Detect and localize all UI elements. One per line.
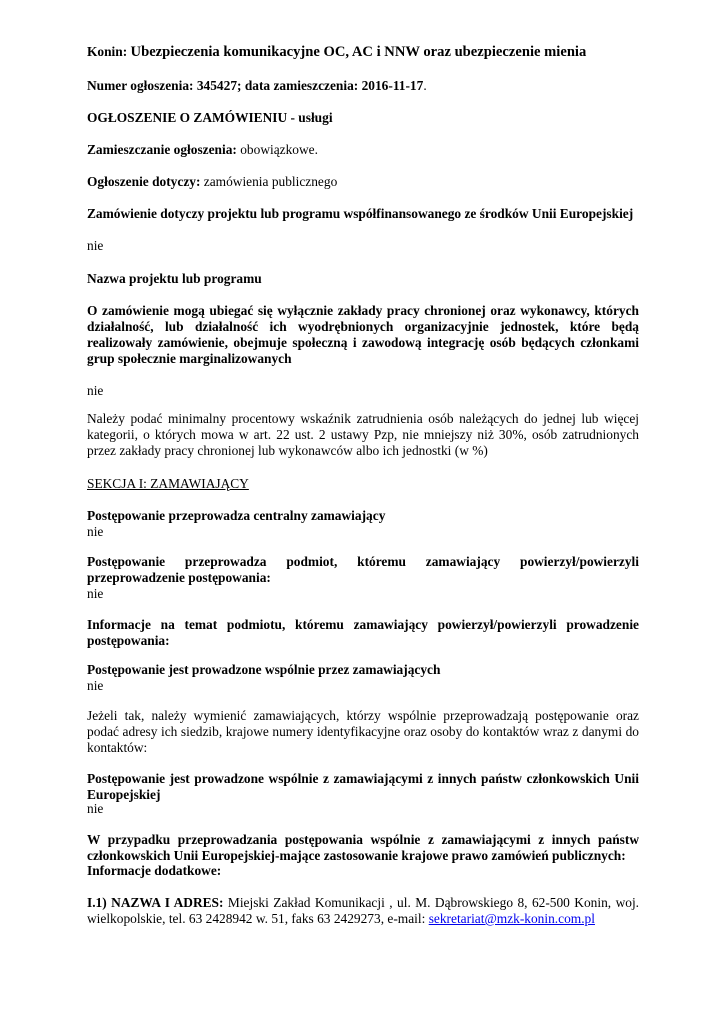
delegated-line-2: przeprowadzenie postępowania: bbox=[87, 570, 271, 585]
additional-info-label: Informacje dodatkowe: bbox=[87, 863, 222, 878]
publication-value: obowiązkowe. bbox=[240, 142, 318, 157]
notice-number-text: Numer ogłoszenia: 345427; data zamieszczenia: 2016-11-17 bbox=[87, 78, 424, 93]
notice-type: OGŁOSZENIE O ZAMÓWIENIU - usługi bbox=[87, 110, 333, 125]
notice-number-period: . bbox=[423, 78, 427, 93]
joint-value: nie bbox=[87, 678, 104, 693]
joint-label: Postępowanie jest prowadzone wspólnie przez zamawiających bbox=[87, 662, 441, 677]
section-1-heading: SEKCJA I: ZAMAWIAJĄCY bbox=[87, 476, 249, 491]
title-text: Ubezpieczenia komunikacyjne OC, AC i NNW oraz ubezpieczenie mienia bbox=[130, 44, 587, 60]
central-label: Postępowanie przeprowadza centralny zamawiający bbox=[87, 508, 386, 523]
publication-row bbox=[87, 142, 639, 158]
concerns-row bbox=[87, 174, 639, 190]
document-title bbox=[87, 44, 639, 60]
name-address-label: I.1) NAZWA I ADRES: bbox=[87, 895, 224, 910]
delegated-value: nie bbox=[87, 586, 104, 601]
email-link[interactable]: sekretariat@mzk-konin.com.pl bbox=[428, 911, 595, 926]
eu-funding-label: Zamówienie dotyczy projektu lub programu współfinansowanego ze środków Unii Europejskiej bbox=[87, 206, 634, 221]
eu-funding-value: nie bbox=[87, 238, 104, 253]
delegated-info: Informacje na temat podmiotu, któremu zamawiający powierzył/powierzyli prowadzenie postępowania: bbox=[87, 617, 639, 648]
publication-label: Zamieszczanie ogłoszenia: bbox=[87, 142, 237, 157]
city-label: Konin: bbox=[87, 44, 128, 59]
project-name-label: Nazwa projektu lub programu bbox=[87, 271, 262, 286]
name-address bbox=[87, 895, 639, 927]
central-value: nie bbox=[87, 524, 104, 539]
concerns-value: zamówienia publicznego bbox=[203, 174, 338, 189]
sheltered-label: O zamówienie mogą ubiegać się wyłącznie zakłady pracy chronionej oraz wykonawcy, których działalność, lub działalność ich wyodrębnionych organizacyjnie jednostek, które będą realizowały zamówienie, obejmuje społeczną i zawodową integrację osób będących członkami grup społecznie marginalizowanych bbox=[87, 303, 639, 366]
concerns-label: Ogłoszenie dotyczy: bbox=[87, 174, 201, 189]
percentage-note: Należy podać minimalny procentowy wskaźnik zatrudnienia osób należących do jednej lub więcej kategorii, o których mowa w art. 22 ust. 2 ustawy Pzp, nie mniejszy niż 30%, osób zatrudnionych przez zakłady pracy chronionej lub wykonawców albo ich jednostki (w %) bbox=[87, 411, 639, 458]
notice-number bbox=[87, 78, 639, 94]
joint-eu-label: Postępowanie jest prowadzone wspólnie z zamawiającymi z innych państw członkowskich Unii Europejskiej bbox=[87, 771, 639, 802]
joint-eu-value: nie bbox=[87, 801, 104, 816]
name-address-text: Miejski Zakład Komunikacji , ul. M. Dąbrowskiego 8, 62-500 Konin, woj. wielkopolskie, tel. 63 2428942 w. 51, faks 63 2429273, e-mail: bbox=[87, 895, 640, 926]
joint-note: Jeżeli tak, należy wymienić zamawiających, którzy wspólnie przeprowadzają postępowanie oraz podać adresy ich siedzib, krajowe numery identyfikacyjne oraz osoby do kontaktów wraz z danymi do kontaktów: bbox=[87, 708, 639, 755]
joint-eu-law: W przypadku przeprowadzania postępowania wspólnie z zamawiającymi z innych państw członkowskich Unii Europejskiej-mające zastosowanie krajowe prawo zamówień publicznych: bbox=[87, 832, 639, 863]
delegated-line-1: Postępowanie przeprowadza podmiot, któremu zamawiający powierzył/powierzyli bbox=[87, 554, 639, 569]
sheltered-value: nie bbox=[87, 383, 104, 398]
